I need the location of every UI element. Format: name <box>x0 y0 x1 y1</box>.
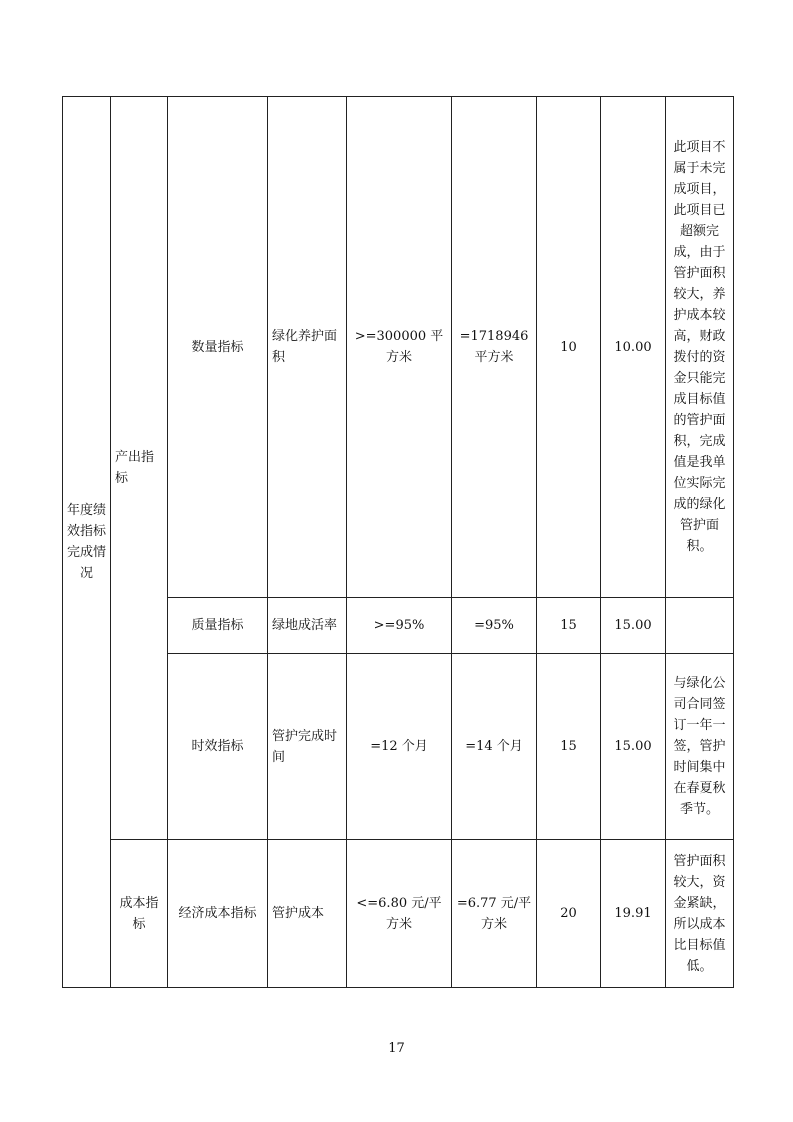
actual-value-cell: =6.77 元/平方米 <box>452 840 537 988</box>
actual-value-cell: =1718946 平方米 <box>452 97 537 598</box>
target-value-cell: >=95% <box>347 598 452 654</box>
score-cell: 15.00 <box>601 598 666 654</box>
indicator-item-cell: 管护成本 <box>268 840 347 988</box>
table-row <box>63 840 734 988</box>
level2-indicator-label: 产出指标 <box>115 450 155 486</box>
level3-indicator-cell: 质量指标 <box>168 598 268 654</box>
performance-indicator-table <box>62 96 734 988</box>
level3-indicator-cell: 经济成本指标 <box>168 840 268 988</box>
target-value-cell: =12 个月 <box>347 654 452 840</box>
deviation-note-cell: 与绿化公司合同签订一年一签，管护时间集中在春夏秋季节。 <box>666 654 734 840</box>
level3-indicator-cell: 时效指标 <box>168 654 268 840</box>
actual-value-cell: =95% <box>452 598 537 654</box>
indicator-item-cell: 绿化养护面积 <box>268 97 347 598</box>
indicator-item-cell: 绿地成活率 <box>268 598 347 654</box>
weight-cell: 10 <box>537 97 601 598</box>
deviation-note-cell: 管护面积较大，资金紧缺，所以成本比目标值低。 <box>666 840 734 988</box>
weight-cell: 15 <box>537 598 601 654</box>
level2-indicator-cell <box>111 840 168 988</box>
page-number: 17 <box>388 1041 405 1056</box>
target-value-cell: <=6.80 元/平方米 <box>347 840 452 988</box>
weight-cell: 20 <box>537 840 601 988</box>
weight-cell: 15 <box>537 654 601 840</box>
score-cell: 19.91 <box>601 840 666 988</box>
deviation-note-cell <box>666 598 734 654</box>
level2-indicator-label: 成本指标 <box>119 895 159 932</box>
target-value-cell: >=300000 平方米 <box>347 97 452 598</box>
level1-indicator-label: 年度绩效指标完成情况 <box>67 503 107 581</box>
score-cell: 15.00 <box>601 654 666 840</box>
level1-indicator-cell <box>63 97 111 988</box>
table-row <box>63 97 734 598</box>
score-cell: 10.00 <box>601 97 666 598</box>
level3-indicator-cell: 数量指标 <box>168 97 268 598</box>
actual-value-cell: =14 个月 <box>452 654 537 840</box>
indicator-item-cell: 管护完成时间 <box>268 654 347 840</box>
deviation-note-cell: 此项目不属于未完成项目，此项目已超额完成，由于管护面积较大，养护成本较高，财政拨付的资金只能完成目标值的管护面积，完成值是我单位实际完成的绿化管护面积。 <box>666 97 734 598</box>
level2-indicator-cell <box>111 97 168 840</box>
